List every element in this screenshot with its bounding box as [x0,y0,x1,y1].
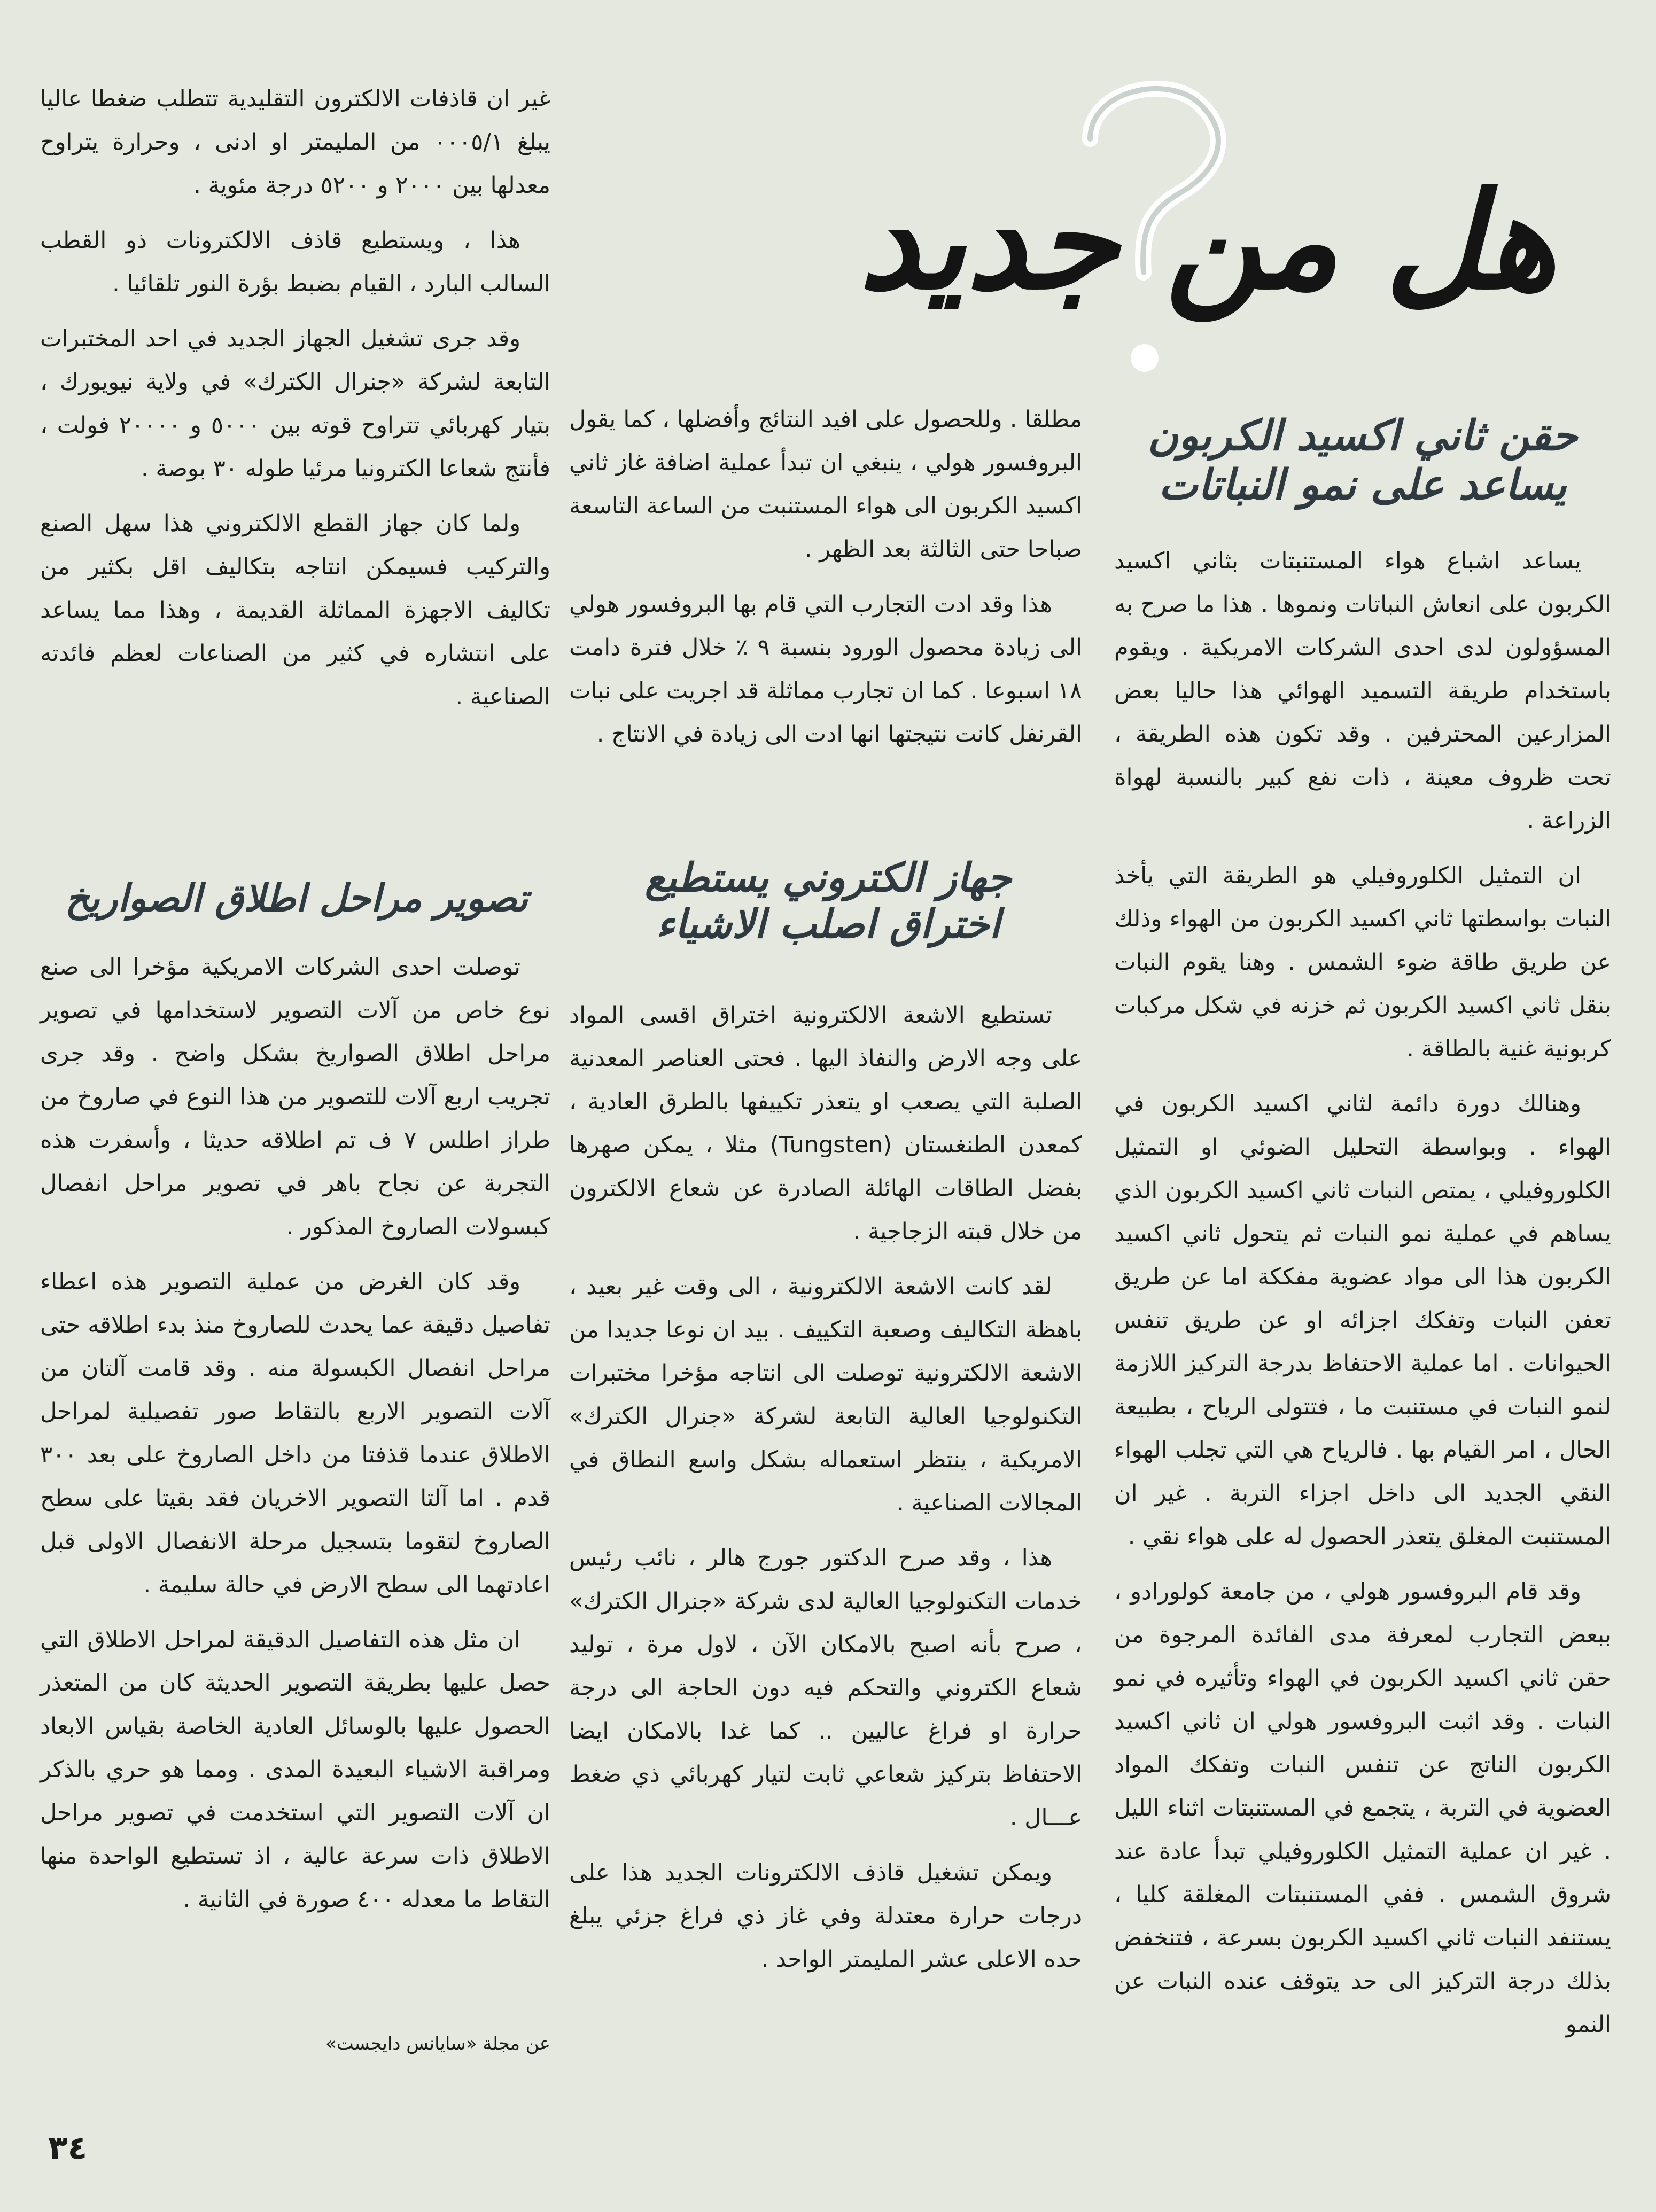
electron-title-line2: اختراق اصلب الاشياء [656,901,1000,948]
co2-continuation-paragraph: مطلقا . وللحصول على افيد النتائج وأفضلها ، كما يقول البروفسور هولي ، ينبغي ان تبدأ عملية اضافة غاز ثاني اكسيد الكربون الى هواء المستنبت من الساعة التاسعة صباحا حتى الثالثة بعد الظهر . [569,406,1082,563]
co2-continuation-paragraph: هذا وقد ادت التجارب التي قام بها البروفسور هولي الى زيادة محصول الورود بنسبة ٩ ٪ خلال فترة دامت ١٨ اسبوعا . كما ان تجارب مماثلة قد اجريت على نبات القرنفل كانت نتيجتها انها ادت الى زيادة في الانتاج . [569,591,1082,747]
electron-continuation-paragraph: هذا ، ويستطيع قاذف الالكترونات ذو القطب السالب البارد ، القيام بضبط بؤرة النور تلقائيا . [40,227,550,297]
rockets-paragraph: توصلت احدى الشركات الامريكية مؤخرا الى صنع نوع خاص من آلات التصوير لاستخدامها في تصوير مراحل اطلاق الصواريخ بشكل واضح . وقد جرى تجريب اربع آلات للتصوير من هذا النوع في صاروخ من طراز اطلس ٧ ف تم اطلاقه حديثا ، وأسفرت هذه التجربة عن نجاح باهر في تصوير مراحل انفصال كبسولات الصاروخ المذكور . [40,954,550,1240]
right-column [1114,540,1611,2058]
electron-title-line1: جهاز الكتروني يستطيع [644,855,1012,901]
masthead [791,80,1624,379]
left-column-top [40,77,550,730]
rockets-paragraph: ان مثل هذه التفاصيل الدقيقة لمراحل الاطلاق التي حصل عليها بطريقة التصوير الحديثة كان من المتعذر الحصول عليها بالوسائل العادية الخاصة بقياس الابعاد ومراقبة الاشياء البعيدة المدى . ومما هو حري بالذكر ان آلات التصوير التي استخدمت في تصوير مراحل الاطلاق ذات سرعة عالية ، اذ تستطيع الواحدة منها التقاط ما معدله ٤٠٠ صورة في الثانية . [40,1626,550,1913]
electron-paragraph: تستطيع الاشعة الالكترونية اختراق اقسى المواد على وجه الارض والنفاذ اليها . فحتى العناصر المعدنية الصلبة التي يصعب او يتعذر تكييفها بالطرق العادية ، كمعدن الطنغستان (Tungsten) مثلا ، يمكن صهرها بفضل الطاقات الهائلة الصادرة عن شعاع الالكترون من خلال قبته الزجاجية . [569,1002,1082,1245]
electron-paragraph: لقد كانت الاشعة الالكترونية ، الى وقت غير بعيد ، باهظة التكاليف وصعبة التكييف . بيد ان نوعا جديدا من الاشعة الالكترونية توصلت الى انتاجه مؤخرا مختبرات التكنولوجيا العالية التابعة لشركة «جنرال الكترك» الامريكية ، ينتظر استعماله بشكل واسع النطاق في المجالات الصناعية . [569,1273,1082,1516]
co2-title-line2: يساعد على نمو النباتات [1159,461,1567,510]
page-number: ٣٤ [48,2129,88,2167]
electron-continuation-paragraph: ولما كان جهاز القطع الالكتروني هذا سهل الصنع والتركيب فسيمكن انتاجه بتكاليف اقل بكثير من تكاليف الاجهزة المماثلة القديمة ، وهذا مما يساعد على انتشاره في كثير من الصناعات لعظم فائدته الصناعية . [40,510,550,710]
middle-column-top [569,398,1082,768]
co2-paragraph: وهنالك دورة دائمة لثاني اكسيد الكربون في الهواء . وبواسطة التحليل الضوئي او التمثيل الكلوروفيلي ، يمتص النبات ثاني اكسيد الكربون الذي يساهم في عملية نمو النبات ثم يتحول ثاني اكسيد الكربون هذا الى مواد عضوية مفككة اما عن طريق تعفن النبات وتفكك اجزائه او عن طريق تنفس الحيوانات . اما عملية الاحتفاظ بدرجة التركيز اللازمة لنمو النبات في مستنبت ما ، فتتولى الرياح ، بطبيعة الحال ، امر القيام بها . فالرياح هي التي تجلب الهواء النقي الجديد الى داخل اجزاء التربة . غير ان المستنبت المغلق يتعذر الحصول له على هواء نقي . [1114,1091,1611,1550]
middle-column-bottom [569,994,1082,1993]
masthead-title: هل من جديد [858,162,1557,319]
rockets-paragraph: وقد كان الغرض من عملية التصوير هذه اعطاء تفاصيل دقيقة عما يحدث للصاروخ منذ بدء اطلاقه حتى مراحل انفصال الكبسولة منه . وقد قامت آلتان من آلات التصوير الاربع بالتقاط صور تفصيلية لمراحل الاطلاق عندما قذفتا من داخل الصاروخ على بعد ٣٠٠ قدم . اما آلتا التصوير الاخريان فقد بقيتا على سطح الصاروخ لتقوما بتسجيل مرحلة الانفصال الاولى قبل اعادتهما الى سطح الارض في حالة سليمة . [40,1268,550,1598]
co2-paragraph: وقد قام البروفسور هولي ، من جامعة كولورادو ، ببعض التجارب لمعرفة مدى الفائدة المرجوة من حقن ثاني اكسيد الكربون في الهواء وتأثيره في نمو النبات . وقد اثبت البروفسور هولي ان ثاني اكسيد الكربون الناتج عن تنفس النبات وتفكك المواد العضوية في التربة ، يتجمع في المستنبتات اثناء الليل . غير ان عملية التمثيل الكلوروفيلي تبدأ عادة عند شروق الشمس . ففي المستنبتات المغلقة كليا ، يستنفد النبات ثاني اكسيد الكربون بسرعة ، فتنخفض بذلك درجة التركيز الى حد يتوقف عنده النبات عن النمو [1114,1578,1611,2038]
electron-paragraph: هذا ، وقد صرح الدكتور جورج هالر ، نائب رئيس خدمات التكنولوجيا العالية لدى شركة «جنرال الكترك» ، صرح بأنه اصبح بالامكان الآن ، لاول مرة ، توليد شعاع الكتروني والتحكم فيه دون الحاجة الى درجة حرارة او فراغ عاليين .. كما غدا بالامكان ايضا الاحتفاظ بتركيز شعاعي ثابت لتيار كهربائي ذي ضغط عـــال . [569,1545,1082,1831]
left-column-bottom [40,946,550,1933]
co2-paragraph: ان التمثيل الكلوروفيلي هو الطريقة التي يأخذ النبات بواسطتها ثاني اكسيد الكربون من الهواء وذلك عن طريق طاقة ضوء الشمس . وهنا يقوم النبات بنقل ثاني اكسيد الكربون ثم خزنه في شكل مركبات كربونية غنية بالطاقة . [1114,862,1611,1062]
rockets-source-credit: عن مجلة «سايانس دايجست» [325,2033,550,2054]
co2-paragraph: يساعد اشباع هواء المستنبتات بثاني اكسيد الكربون على انعاش النباتات ونموها . هذا ما صرح به المسؤولون لدى احدى الشركات الامريكية . ويقوم باستخدام طريقة التسميد الهوائي هذا حاليا بعض المزارعين المحترفين . وقد تكون هذه الطريقة ، تحت ظروف معينة ، ذات نفع كبير بالنسبة لهواة الزراعة . [1114,548,1611,834]
electron-paragraph: ويمكن تشغيل قاذف الالكترونات الجديد هذا على درجات حرارة معتدلة وفي غاز ذي فراغ جزئي يبلغ حده الاعلى عشر المليمتر الواحد . [569,1859,1082,1973]
electron-continuation-paragraph: غير ان قاذفات الالكترون التقليدية تتطلب ضغطا عاليا يبلغ ٠٠٠٥/١ من المليمتر او ادنى ، وحرارة يتراوح معدلها بين ٢٠٠٠ و ٥٢٠٠ درجة مئوية . [40,85,550,199]
co2-article-title [1117,411,1608,510]
co2-title-line1: حقن ثاني اكسيد الكربون [1147,411,1578,460]
rockets-article-title [48,876,545,921]
electron-article-title [582,855,1074,948]
electron-continuation-paragraph: وقد جرى تشغيل الجهاز الجديد في احد المختبرات التابعة لشركة «جنرال الكترك» في ولاية نيويورك ، بتيار كهربائي تتراوح قوته بين ٥٠٠٠ و ٢٠٠٠٠ فولت ، فأنتج شعاعا الكترونيا مرئيا طوله ٣٠ بوصة . [40,325,550,482]
rockets-title-line: تصوير مراحل اطلاق الصواريخ [65,876,528,920]
